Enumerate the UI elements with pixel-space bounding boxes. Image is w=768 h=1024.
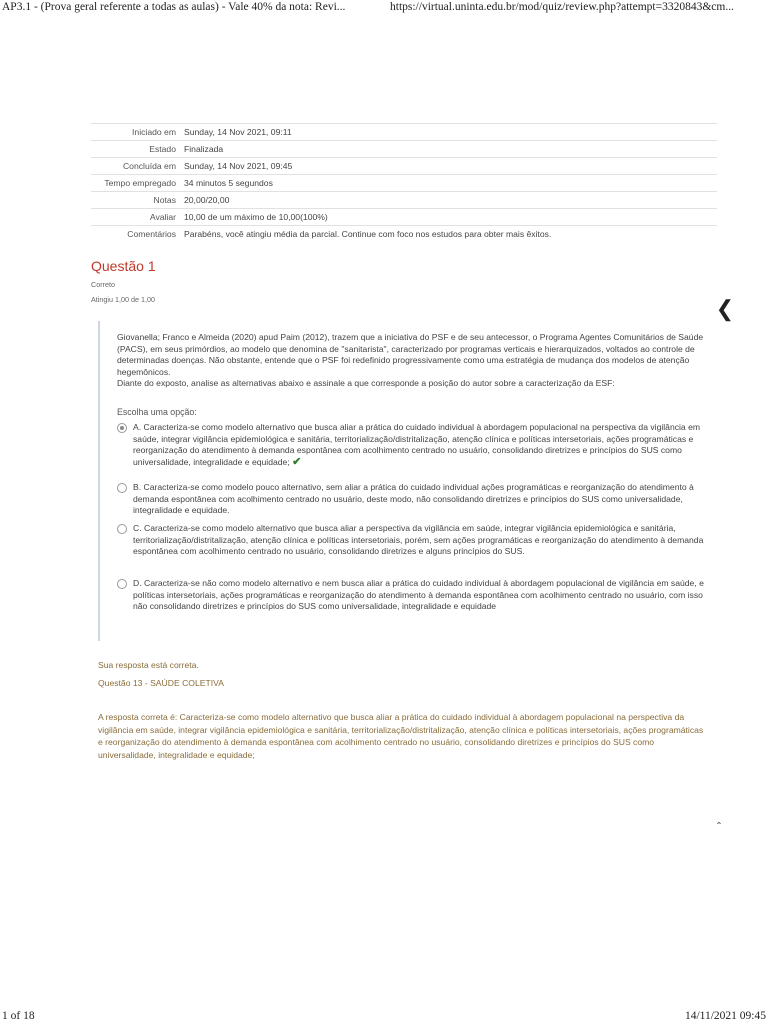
answer-option-text: B. Caracteriza-se como modelo pouco alternativo, sem aliar a prática do cuidado individual ações programáticas e reorganização do atendimento à demanda espontânea com acolhimento centrado no usuário, deste modo, não consolidando diretrizes e princípios do SUS como universalidade, integralidade e equidade. bbox=[133, 482, 694, 516]
summary-label: Tempo empregado bbox=[91, 175, 180, 192]
summary-value: 34 minutos 5 segundos bbox=[180, 175, 717, 192]
print-header bbox=[0, 0, 768, 18]
radio-button[interactable] bbox=[117, 423, 127, 433]
attempt-summary-table bbox=[91, 123, 717, 242]
summary-value: 10,00 de um máximo de 10,00(100%) bbox=[180, 209, 717, 226]
answer-option-text: A. Caracteriza-se como modelo alternativo que busca aliar a prática do cuidado individual à abordagem populacional na perspectiva da vigilância em saúde, integrar vigilância epidemiológica e sanitária, territorialização/distritalização, atenção clínica e políticas intersetoriais, ações programáticas e reorganização do atendimento à demanda espontânea com acolhimento centrado no usuário, consolidando diretrizes e princípios do SUS como universalidade, integralidade e equidade; bbox=[133, 422, 701, 467]
summary-label: Notas bbox=[91, 192, 180, 209]
summary-value: 20,00/20,00 bbox=[180, 192, 717, 209]
correct-answer-text: A resposta correta é: Caracteriza-se como modelo alternativo que busca aliar a prática do cuidado individual à abordagem populacional na perspectiva da vigilância em saúde, integrar vigilância epidemiológica e sanitária, territorialização/distritalização, atenção clínica e políticas intersetoriais, ações programáticas e reorganização do atendimento à demanda espontânea com acolhimento centrado no usuário, consolidando diretrizes e princípios do SUS como universalidade, integralidade e equidade; bbox=[98, 712, 704, 760]
answer-option-c[interactable] bbox=[117, 523, 709, 558]
question-state: Correto bbox=[91, 280, 115, 289]
summary-value: Sunday, 14 Nov 2021, 09:11 bbox=[180, 124, 717, 141]
radio-button[interactable] bbox=[117, 483, 127, 493]
print-header-url: https://virtual.uninta.edu.br/mod/quiz/review.php?attempt=3320843&cm... bbox=[390, 1, 734, 13]
print-footer-datetime: 14/11/2021 09:45 bbox=[684, 1010, 766, 1022]
feedback-result: Sua resposta está correta. bbox=[98, 660, 199, 670]
chevron-left-icon[interactable]: ❮ bbox=[715, 296, 735, 321]
answer-option-a[interactable] bbox=[117, 422, 709, 468]
summary-value: Sunday, 14 Nov 2021, 09:45 bbox=[180, 158, 717, 175]
question-grade: Atingiu 1,00 de 1,00 bbox=[91, 295, 155, 304]
summary-row bbox=[91, 192, 717, 209]
summary-row bbox=[91, 124, 717, 141]
choose-option-prompt: Escolha uma opção: bbox=[117, 407, 197, 417]
summary-label: Concluída em bbox=[91, 158, 180, 175]
summary-row bbox=[91, 158, 717, 175]
print-header-title: AP3.1 - (Prova geral referente a todas as aulas) - Vale 40% da nota: Revi... bbox=[2, 1, 346, 13]
summary-row bbox=[91, 226, 717, 243]
summary-value: Parabéns, você atingiu média da parcial. Continue com foco nos estudos para obter mais êxitos. bbox=[180, 226, 717, 243]
question-text-instruction: Diante do exposto, analise as alternativas abaixo e assinale a que corresponde a posição do autor sobre a caracterização da ESF: bbox=[117, 378, 615, 388]
summary-label: Iniciado em bbox=[91, 124, 180, 141]
feedback-question-ref: Questão 13 - SAÚDE COLETIVA bbox=[98, 678, 224, 688]
print-footer bbox=[0, 1010, 768, 1024]
radio-button[interactable] bbox=[117, 524, 127, 534]
question-content bbox=[98, 321, 712, 641]
question-text bbox=[117, 332, 709, 390]
summary-row bbox=[91, 175, 717, 192]
summary-label: Comentários bbox=[91, 226, 180, 243]
answer-option-text: D. Caracteriza-se não como modelo alternativo e nem busca aliar a prática do cuidado individual à abordagem populacional de vigilância em saúde, e políticas intersetoriais, ações programáticas e reorganização do atendimento à demanda espontânea com acolhimento centrado no usuário, com isso não consolidando diretrizes e princípios do SUS como universalidade, integralidade e equidade bbox=[133, 578, 704, 612]
question-title: Questão 1 bbox=[91, 258, 156, 274]
summary-value: Finalizada bbox=[180, 141, 717, 158]
check-icon: ✔ bbox=[292, 455, 302, 468]
answer-option-d[interactable] bbox=[117, 578, 709, 613]
answer-option-text: C. Caracteriza-se como modelo alternativo que busca aliar a perspectiva da vigilância em saúde, integrar vigilância epidemiológica e sanitária, territorialização/distritalização, atenção clínica e políticas intersetoriais, porém, sem ações programáticas e reorganização do atendimento à demanda espontânea com acolhimento centrado no usuário, consolidando diretrizes e alguns princípios do SUS. bbox=[133, 523, 704, 557]
radio-button[interactable] bbox=[117, 579, 127, 589]
summary-row bbox=[91, 209, 717, 226]
summary-label: Avaliar bbox=[91, 209, 180, 226]
print-footer-pages: 1 of 18 bbox=[2, 1010, 35, 1022]
answer-option-b[interactable] bbox=[117, 482, 709, 517]
chevron-up-icon[interactable]: ˆ bbox=[717, 820, 721, 834]
summary-label: Estado bbox=[91, 141, 180, 158]
question-text-paragraph: Giovanella; Franco e Almeida (2020) apud Paim (2012), trazem que a iniciativa do PSF e de seu antecessor, o Programa Agentes Comunitários de Saúde (PACS), em seus primórdios, ao modelo que denomina de "sanitarista", caracterizado por programas verticais e hierarquizados, voltados ao controle de determinadas doenças. Não obstante, entende que o PSF foi redefinido progressivamente como uma estratégia de mudança dos modelos de atenção hegemônicos. bbox=[117, 332, 704, 377]
summary-row bbox=[91, 141, 717, 158]
